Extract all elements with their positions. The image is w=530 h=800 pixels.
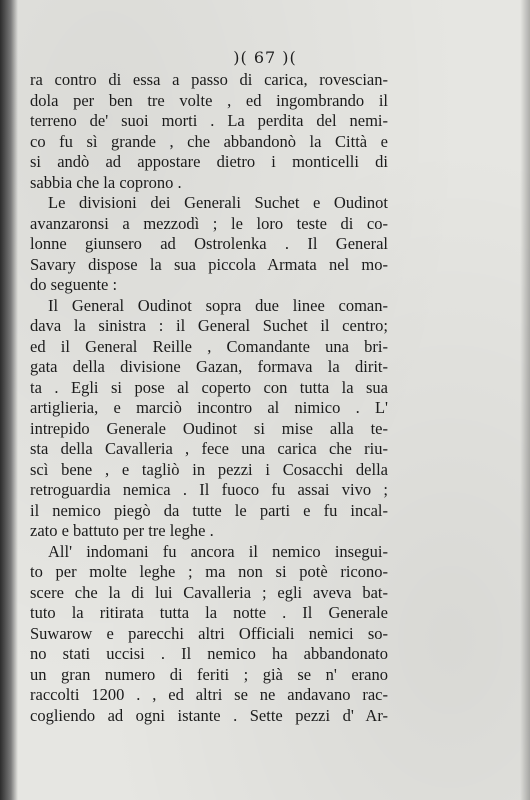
text-line: ed il General Reille , Comandante una bri- [30,336,388,356]
text-line: gata della divisione Gazan, formava la dirit- [30,357,388,376]
page-number: )( 67 )( [233,48,297,67]
text-line: sta della Cavalleria , fece una carica che riu- [30,439,388,458]
text-line: ra contro di essa a passo di carica, rovescian- [30,70,388,89]
text-line: artiglieria, e marciò incontro al nimico . L' [30,398,388,417]
text-line: zato e battuto per tre leghe . [30,521,214,540]
text-line: scere che la di lui Cavalleria ; egli aveva bat- [30,582,388,602]
text-line: raccolti 1200 . , ed altri se ne andavano rac- [30,685,388,704]
page-binding-shadow [0,0,18,800]
text-line: Savary dispose la sua piccola Armata nel mo- [30,254,388,274]
text-line: retroguardia nemica . Il fuoco fu assai vivo ; [30,480,388,499]
text-line: Le divisioni dei Generali Suchet e Oudinot [48,193,388,212]
text-line: si andò ad appostare dietro i monticelli di [30,152,388,171]
text-line: co fu sì grande , che abbandonò la Città e [30,131,388,151]
text-line: do seguente : [30,275,118,294]
body-text [30,70,390,726]
text-line: dava la sinistra : il General Suchet il centro; [30,316,388,335]
text-line: Il General Oudinot sopra due linee coman- [48,295,388,315]
text-line: il nemico piegò da tutte le parti e fu incal- [30,500,388,520]
text-line: un gran numero di feriti ; già se n' erano [30,664,388,684]
text-line: lonne giunsero ad Ostrolenka . Il General [30,234,388,253]
text-line: avanzaronsi a mezzodì ; le loro teste di co- [30,213,388,233]
text-line: no stati uccisi . Il nemico ha abbandonato [30,644,388,663]
text-line: Suwarow e parecchi altri Officiali nemici so- [30,623,388,643]
text-line: intrepido Generale Oudinot si mise alla te- [30,418,388,438]
text-line: terreno de' suoi morti . La perdita del nemi- [30,111,388,130]
text-line: tuto la ritirata tutta la notte . Il Generale [30,603,388,622]
text-line: ta . Egli si pose al coperto con tutta la sua [30,377,388,397]
page-edge-shadow [520,0,530,800]
text-line: to per molte leghe ; ma non si potè ricono- [30,562,388,581]
text-line: All' indomani fu ancora il nemico insegui- [48,541,388,561]
text-line: dola per ben tre volte , ed ingombrando il [30,90,388,110]
text-line: scì bene , e tagliò in pezzi i Cosacchi della [30,459,388,479]
text-line: cogliendo ad ogni istante . Sette pezzi d' Ar- [30,705,388,725]
text-line: sabbia che la coprono . [30,172,182,192]
